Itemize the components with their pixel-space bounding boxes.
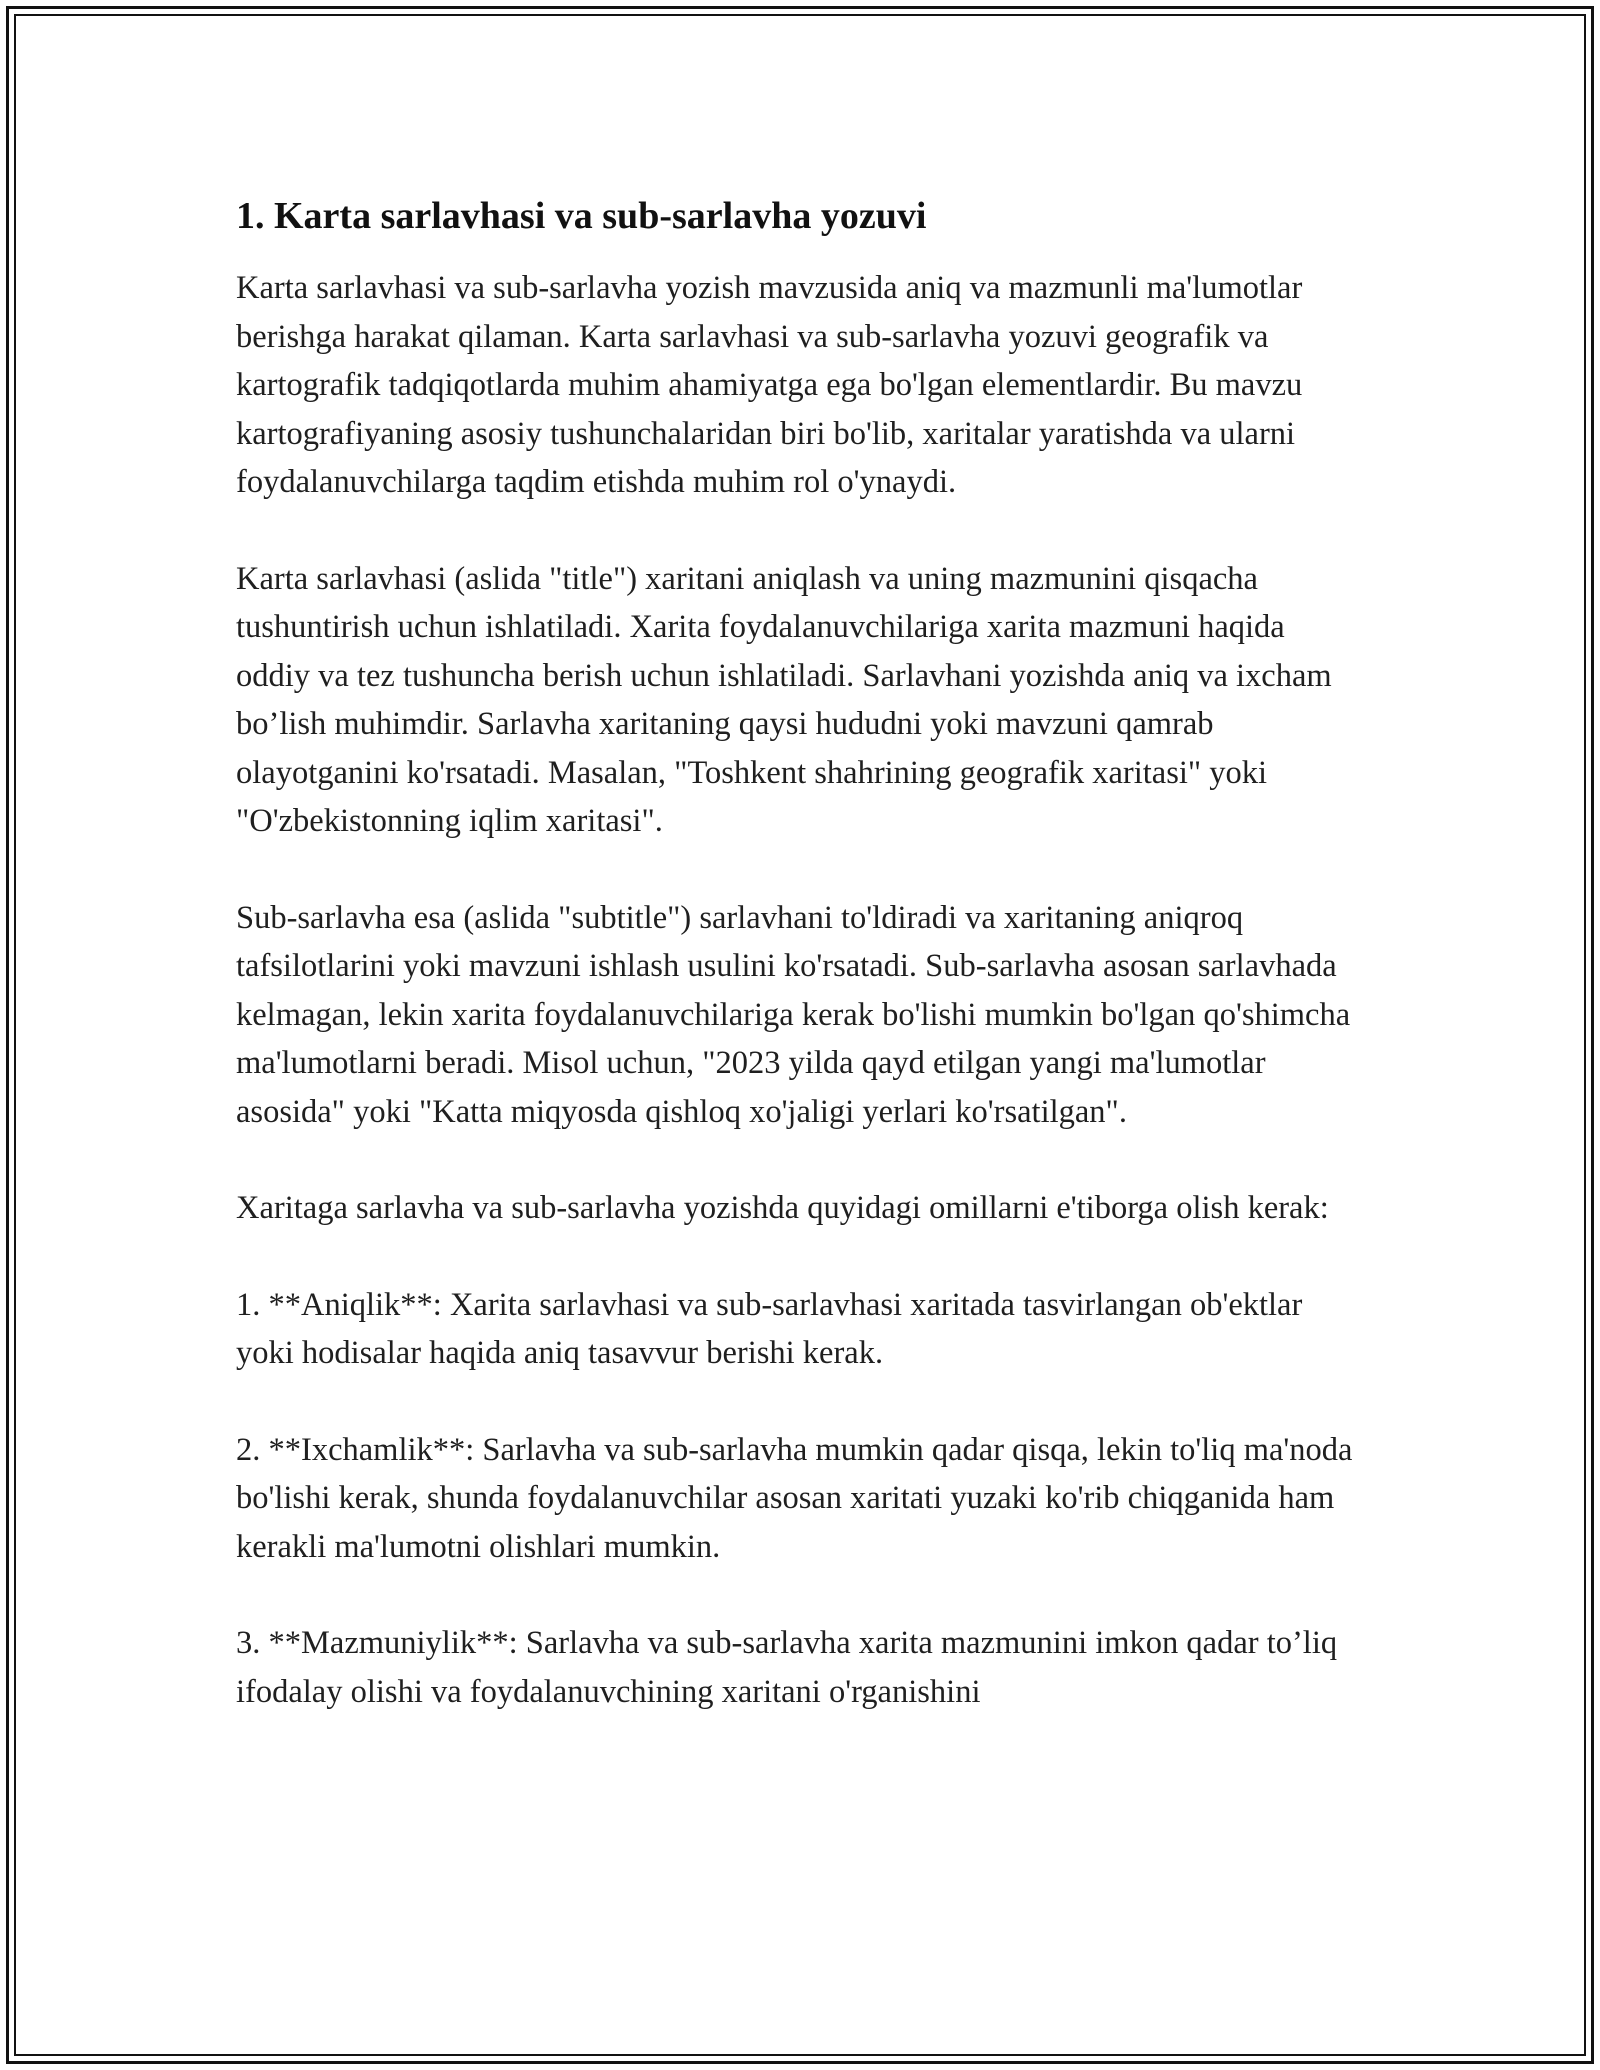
paragraph-subtitle-definition: Sub-sarlavha esa (aslida "subtitle") sarlavhani to'ldiradi va xaritaning aniqroq tafsilotlarini yoki mavzuni ishlash usulini ko'rsatadi. Sub-sarlavha asosan sarlavhada kelmagan, lekin xarita foydalanuvchilariga kerak bo'lishi mumkin bo'lgan qo'shimcha ma'lumotlarni beradi. Misol uchun, "2023 yilda qayd etilgan yangi ma'lumotlar asosida" yoki "Katta miqyosda qishloq xo'jaligi yerlari ko'rsatilgan". [236,899,1351,1130]
paragraph-title-definition: Karta sarlavhasi (aslida "title") xaritani aniqlash va uning mazmunini qisqacha tushuntirish uchun ishlatiladi. Xarita foydalanuvchilariga xarita mazmuni haqida oddiy va tez tushuncha berish uchun ishlatiladi. Sarlavhani yozishda aniq va ixcham bo’lish muhimdir. Sarlavha xaritaning qaysi hududni yoki mavzuni qamrab olayotganini ko'rsatadi. Masalan, "Toshkent shahrining geografik xaritasi" yoki "O'zbekistonning iqlim xaritasi". [236,560,1332,839]
list-item-conciseness: 2. **Ixchamlik**: Sarlavha va sub-sarlavha mumkin qadar qisqa, lekin to'liq ma'noda bo'lishi kerak, shunda foydalanuvchilar asosan xaritati yuzaki ko'rib chiqganida ham kerakli ma'lumotni olishlari mumkin. [236,1431,1353,1565]
section-heading: 1. Karta sarlavhasi va sub-sarlavha yozuvi [236,195,927,237]
list-item-meaningfulness: 3. **Mazmuniylik**: Sarlavha va sub-sarlavha xarita mazmunini imkon qadar to’liq ifodalay olishi va foydalanuvchining xaritani o'rganishini [236,1625,1338,1710]
document-body [236,190,1366,1764]
paragraph-intro: Karta sarlavhasi va sub-sarlavha yozish mavzusida aniq va mazmunli ma'lumotlar berishga harakat qilaman. Karta sarlavhasi va sub-sarlavha yozuvi geografik va kartografik tadqiqotlarda muhim ahamiyatga ega bo'lgan elementlardir. Bu mavzu kartografiyaning asosiy tushunchalaridan biri bo'lib, xaritalar yaratishda va ularni foydalanuvchilarga taqdim etishda muhim rol o'ynaydi. [236,270,1303,500]
list-item-accuracy: 1. **Aniqlik**: Xarita sarlavhasi va sub-sarlavhasi xaritada tasvirlangan ob'ektlar yoki hodisalar haqida aniq tasavvur berishi kerak. [236,1286,1303,1371]
paragraph-factors-intro: Xaritaga sarlavha va sub-sarlavha yozishda quyidagi omillarni e'tiborga olish kerak: [236,1190,1329,1226]
